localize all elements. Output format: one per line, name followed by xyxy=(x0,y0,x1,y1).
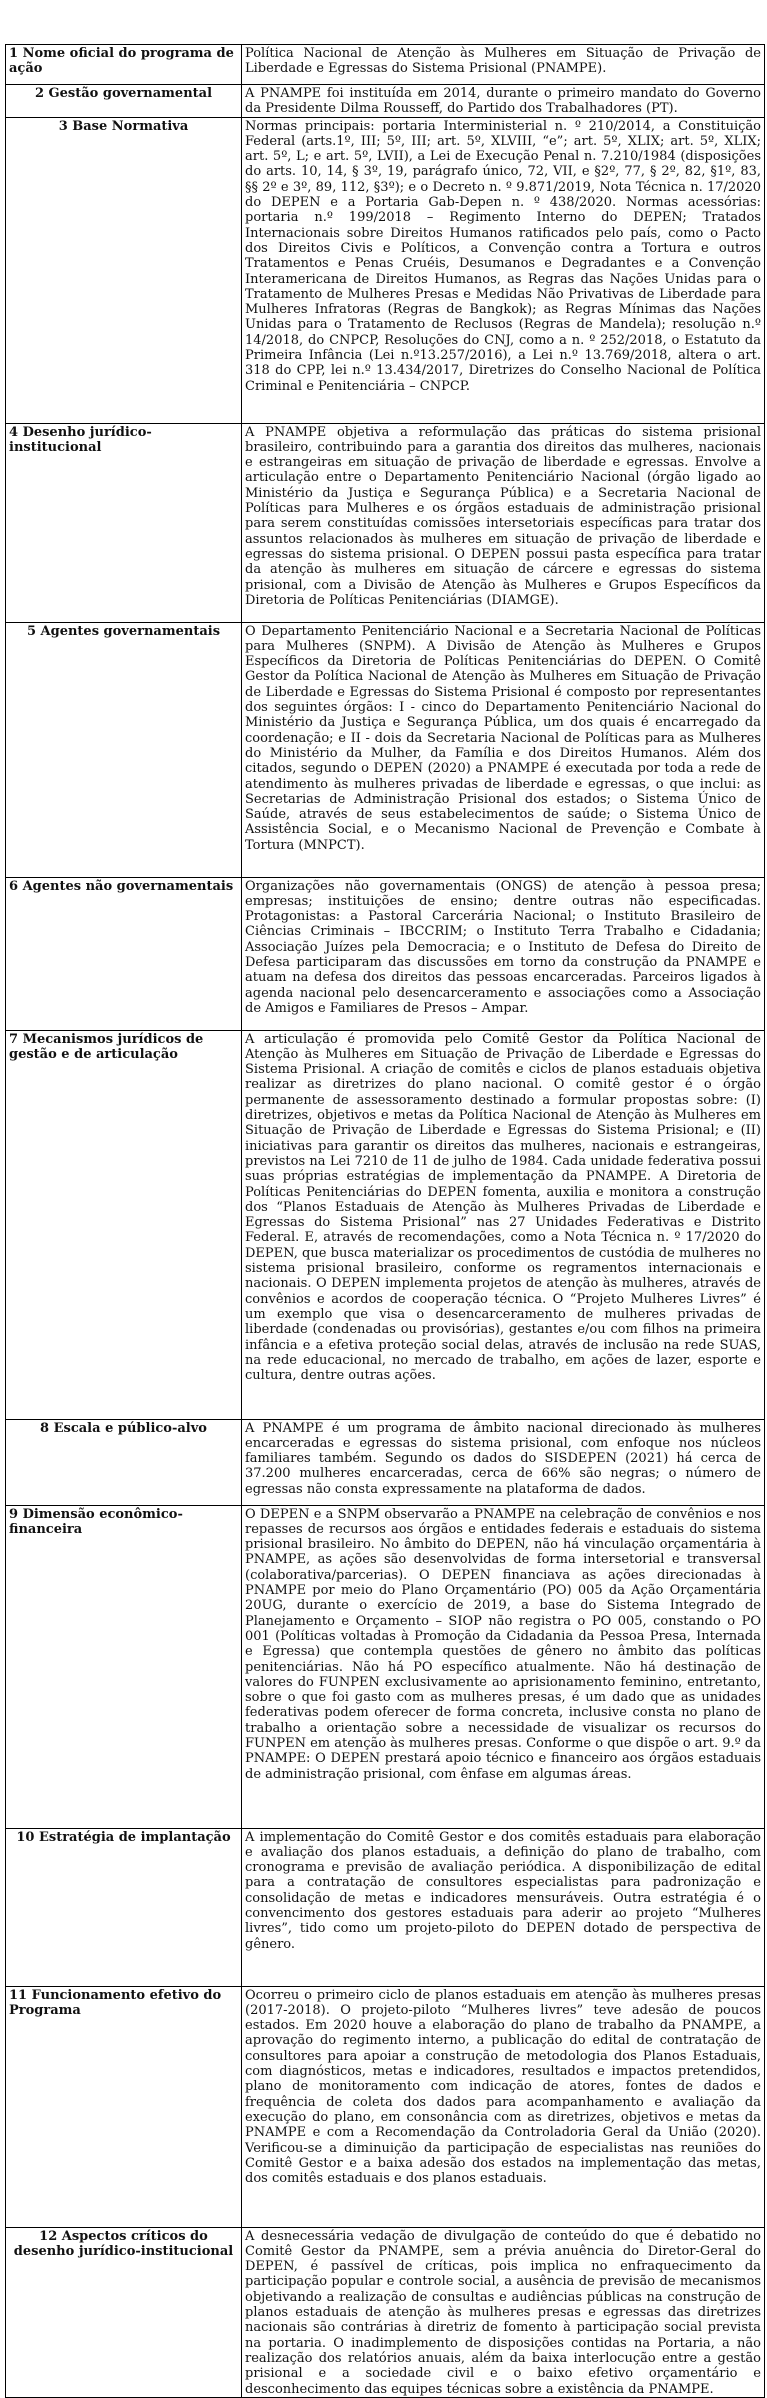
row-text-economic-dimension: O DEPEN e a SNPM observarão a PNAMPE na celebração de convênios e nos repasses de recursos aos órgãos e entidades federais e estaduais do sistema prisional brasileiro. No âmbito do DEPEN, não há vinculação orçamentária à PNAMPE, as ações são desenvolvidas de forma intersetorial e transversal (colaborativa/parcerias). O DEPEN financiava as ações direcionadas à PNAMPE por meio do Plano Orçamentário (PO) 005 da Ação Orçamentária 20UG, durante o exercício de 2019, a base do Sistema Integrado de Planejamento e Orçamento – SIOP não registra o PO 005, constando o PO 001 (Políticas voltadas à Promoção da Cidadania da Pessoa Presa, Internada e Egressa) que contempla questões de gênero no âmbito das políticas penitenciárias. Não há PO específico atualmente. Não há destinação de valores do FUNPEN exclusivamente ao aprisionamento feminino, entretanto, sobre o que foi gasto com as mulheres presas, é um dado que as unidades federativas podem oferecer de forma concreta, inclusive consta no plano de trabalho a orientação sobre a necessidade de visualizar os recursos do FUNPEN em atenção às mulheres presas. Conforme o que dispõe o art. 9.º da PNAMPE: O DEPEN prestará apoio técnico e financeiro aos órgãos estaduais de administração prisional, com ênfase em algumas áreas. xyxy=(242,1505,765,1828)
table-row xyxy=(6,85,765,118)
program-framework-table xyxy=(5,44,765,2398)
row-text-normative-base: Normas principais: portaria Interministerial n. º 210/2014, a Constituição Federal (arts.1º, III; 5º, III; art. 5º, XLVIII, “e”; art. 5º, XLIX; art. 5º, XLIX; art. 5º, L; e art. 5º, LVII), a Lei de Execução Penal n. 7.210/1984 (disposições do arts. 10, 14, § 3º, 19, parágrafo único, 72, VII, e §2º, 77, § 2º, 82, §1º, 83, §§ 2º e 3º, 89, 112, §3º); e o Decreto n. º 9.871/2019, Nota Técnica n. 17/2020 do DEPEN e a Portaria Gab-Depen n. º 438/2020. Normas acessórias: portaria n.º 199/2018 – Regimento Interno do DEPEN; Tratados Internacionais sobre Direitos Humanos ratificados pelo país, como o Pacto dos Direitos Civis e Políticos, a Convenção contra a Tortura e outros Tratamentos e Penas Cruéis, Desumanos e Degradantes e a Convenção Interamericana de Direitos Humanos, as Regras das Nações Unidas para o Tratamento de Mulheres Presas e Medidas Não Privativas de Liberdade para Mulheres Infratoras (Regras de Bangkok); as Regras Mínimas das Nações Unidas para o Tratamento de Reclusos (Regras de Mandela); resolução n.º 14/2018, do CNPCP, Resoluções do CNJ, como a n. º 252/2018, o Estatuto da Primeira Infância (Lei n.º13.257/2016), a Lei n.º 13.769/2018, altera o art. 318 do CPP, lei n.º 13.434/2017, Diretrizes do Conselho Nacional de Política Criminal e Penitenciária – CNPCP. xyxy=(242,117,765,423)
table-row xyxy=(6,1505,765,1828)
row-label-implementation-strategy: 10 Estratégia de implantação xyxy=(6,1828,242,1986)
row-text-management-mechanisms: A articulação é promovida pelo Comitê Gestor da Política Nacional de Atenção às Mulheres em Situação de Privação de Liberdade e Egressas do Sistema Prisional. A criação de comitês e ciclos de planos estaduais objetiva realizar as diretrizes do plano nacional. O comitê gestor é o órgão permanente de assessoramento destinado a formular propostas sobre: (I) diretrizes, objetivos e metas da Política Nacional de Atenção às Mulheres em Situação de Privação de Liberdade e Egressas do Sistema Prisional; e (II) iniciativas para garantir os direitos das mulheres, nacionais e estrangeiras, previstos na Lei 7210 de 11 de julho de 1984. Cada unidade federativa possui suas próprias estratégias de implementação da PNAMPE. A Diretoria de Políticas Penitenciárias do DEPEN fomenta, auxilia e monitora a construção dos “Planos Estaduais de Atenção às Mulheres Privadas de Liberdade e Egressas do Sistema Prisional” nas 27 Unidades Federativas e Distrito Federal. E, através de recomendações, como a Nota Técnica n. º 17/2020 do DEPEN, que busca materializar os procedimentos de custódia de mulheres no sistema prisional brasileiro, conforme os regramentos internacionais e nacionais. O DEPEN implementa projetos de atenção às mulheres, através de convênios e acordos de cooperação técnica. O “Projeto Mulheres Livres” é um exemplo que visa o desencarceramento de mulheres privadas de liberdade (condenadas ou provisórias), gestantes e/ou com filhos na primeira infância e a efetiva proteção social delas, através de inclusão na rede SUAS, na rede educacional, no mercado de trabalho, em ações de lazer, esporte e cultura, dentre outras ações. xyxy=(242,1030,765,1419)
row-text-government-agents: O Departamento Penitenciário Nacional e a Secretaria Nacional de Políticas para Mulheres (SNPM). A Divisão de Atenção às Mulheres e Grupos Específicos da Diretoria de Políticas Penitenciárias do DEPEN. O Comitê Gestor da Política Nacional de Atenção às Mulheres em Situação de Privação de Liberdade e Egressas do Sistema Prisional é composto por representantes dos seguintes órgãos: I - cinco do Departamento Penitenciário Nacional do Ministério da Justiça e Segurança Pública, um dos quais é encarregado da coordenação; e II - dois da Secretaria Nacional de Políticas para as Mulheres do Ministério da Mulher, da Família e dos Direitos Humanos. Além dos citados, segundo o DEPEN (2020) a PNAMPE é executada por toda a rede de atendimento às mulheres privadas de liberdade e egressas, o que inclui: as Secretarias de Administração Prisional dos estados; o Sistema Único de Saúde, através de seus estabelecimentos de saúde; o Sistema Único de Assistência Social, e o Mecanismo Nacional de Prevenção e Combate à Tortura (MNPCT). xyxy=(242,622,765,877)
table-row xyxy=(6,622,765,877)
row-text-critical-aspects: A desnecessária vedação de divulgação de conteúdo do que é debatido no Comitê Gestor da PNAMPE, sem a prévia anuência do Diretor-Geral do DEPEN, é passível de críticas, pois implica no enfraquecimento da participação popular e controle social, a ausência de previsão de mecanismos objetivando a realização de consultas e audiências públicas na construção de planos estaduais de atenção às mulheres presas e egressas das diretrizes nacionais são contrárias à diretriz de fomento à participação social prevista na portaria. O inadimplemento de disposições contidas na Portaria, a não realização dos relatórios anuais, além da baixa interlocução entre a gestão prisional e a sociedade civil e o baixo efetivo orçamentário e desconhecimento das equipes técnicas sobre a existência da PNAMPE. xyxy=(242,2227,765,2397)
table-row xyxy=(6,1030,765,1419)
table-row xyxy=(6,1828,765,1986)
table-row xyxy=(6,45,765,85)
row-text-scale-audience: A PNAMPE é um programa de âmbito nacional direcionado às mulheres encarceradas e egressas do sistema prisional, com enfoque nos núcleos familiares também. Segundo os dados do SISDEPEN (2021) há cerca de 37.200 mulheres encarceradas, cerca de 66% são negras; o número de egressas não consta expressamente na plataforma de dados. xyxy=(242,1419,765,1505)
table-row xyxy=(6,1986,765,2227)
row-label-scale-audience: 8 Escala e público-alvo xyxy=(6,1419,242,1505)
row-label-government: 2 Gestão governamental xyxy=(6,85,242,118)
row-label-critical-aspects: 12 Aspectos críticos do desenho jurídico-institucional xyxy=(6,2227,242,2397)
table-row xyxy=(6,117,765,423)
row-label-legal-design: 4 Desenho jurídico-institucional xyxy=(6,423,242,622)
table-row xyxy=(6,1419,765,1505)
row-label-effective-operation: 11 Funcionamento efetivo do Programa xyxy=(6,1986,242,2227)
row-label-non-government-agents: 6 Agentes não governamentais xyxy=(6,877,242,1030)
row-label-normative-base: 3 Base Normativa xyxy=(6,117,242,423)
row-label-government-agents: 5 Agentes governamentais xyxy=(6,622,242,877)
row-label-official-name: 1 Nome oficial do programa de ação xyxy=(6,45,242,85)
row-text-government: A PNAMPE foi instituída em 2014, durante o primeiro mandato do Governo da Presidente Dilma Rousseff, do Partido dos Trabalhadores (PT). xyxy=(242,85,765,118)
row-label-economic-dimension: 9 Dimensão econômico-financeira xyxy=(6,1505,242,1828)
row-text-effective-operation: Ocorreu o primeiro ciclo de planos estaduais em atenção às mulheres presas (2017-2018). O projeto-piloto “Mulheres livres” teve adesão de poucos estados. Em 2020 houve a elaboração do plano de trabalho da PNAMPE, a aprovação do regimento interno, a publicação do edital de contratação de consultores para apoiar a construção de metodologia dos Planos Estaduais, com diagnósticos, metas e indicadores, resultados e impactos pretendidos, plano de monitoramento com indicação de atores, fontes de dados e frequência de coleta dos dados para acompanhamento e avaliação da execução do plano, em consonância com as diretrizes, objetivos e metas da PNAMPE e com a Recomendação da Controladoria Geral da União (2020). Verificou-se a diminuição da participação de especialistas nas reuniões do Comitê Gestor e a baixa adesão dos estados na implementação das metas, dos comitês estaduais e dos planos estaduais. xyxy=(242,1986,765,2227)
table-row xyxy=(6,423,765,622)
row-label-management-mechanisms: 7 Mecanismos jurídicos de gestão e de articulação xyxy=(6,1030,242,1419)
table-row xyxy=(6,877,765,1030)
table-row xyxy=(6,2227,765,2397)
row-text-legal-design: A PNAMPE objetiva a reformulação das práticas do sistema prisional brasileiro, contribuindo para a garantia dos direitos das mulheres, nacionais e estrangeiras em situação de privação de liberdade e egressas. Envolve a articulação entre o Departamento Penitenciário Nacional (órgão ligado ao Ministério da Justiça e Segurança Pública) e a Secretaria Nacional de Políticas para Mulheres e os órgãos estaduais de administração prisional para serem constituídas comissões intersetoriais específicas para tratar dos assuntos relacionados às mulheres em situação de privação de liberdade e egressas do sistema prisional. O DEPEN possui pasta específica para tratar da atenção às mulheres em situação de cárcere e egressas do sistema prisional, com a Divisão de Atenção às Mulheres e Grupos Específicos da Diretoria de Políticas Penitenciárias (DIAMGE). xyxy=(242,423,765,622)
row-text-implementation-strategy: A implementação do Comitê Gestor e dos comitês estaduais para elaboração e avaliação dos planos estaduais, a definição do plano de trabalho, com cronograma e previsão de avaliação periódica. A disponibilização de edital para a contratação de consultores especialistas para padronização e consolidação de metas e indicadores mensuráveis. Outra estratégia é o convencimento dos gestores estaduais para aderir ao projeto “Mulheres livres”, tido como um projeto-piloto do DEPEN dotado de perspectiva de gênero. xyxy=(242,1828,765,1986)
row-text-non-government-agents: Organizações não governamentais (ONGS) de atenção à pessoa presa; empresas; instituições de ensino; dentre outras não especificadas. Protagonistas: a Pastoral Carcerária Nacional; o Instituto Brasileiro de Ciências Criminais – IBCCRIM; o Instituto Terra Trabalho e Cidadania; Associação Juízes pela Democracia; e o Instituto de Defesa do Direito de Defesa participaram das discussões em torno da construção da PNAMPE e atuam na defesa dos direitos das pessoas encarceradas. Parceiros ligados à agenda nacional pelo desencarceramento e associações como a Associação de Amigos e Familiares de Presos – Ampar. xyxy=(242,877,765,1030)
row-text-official-name: Política Nacional de Atenção às Mulheres em Situação de Privação de Liberdade e Egressas do Sistema Prisional (PNAMPE). xyxy=(242,45,765,85)
